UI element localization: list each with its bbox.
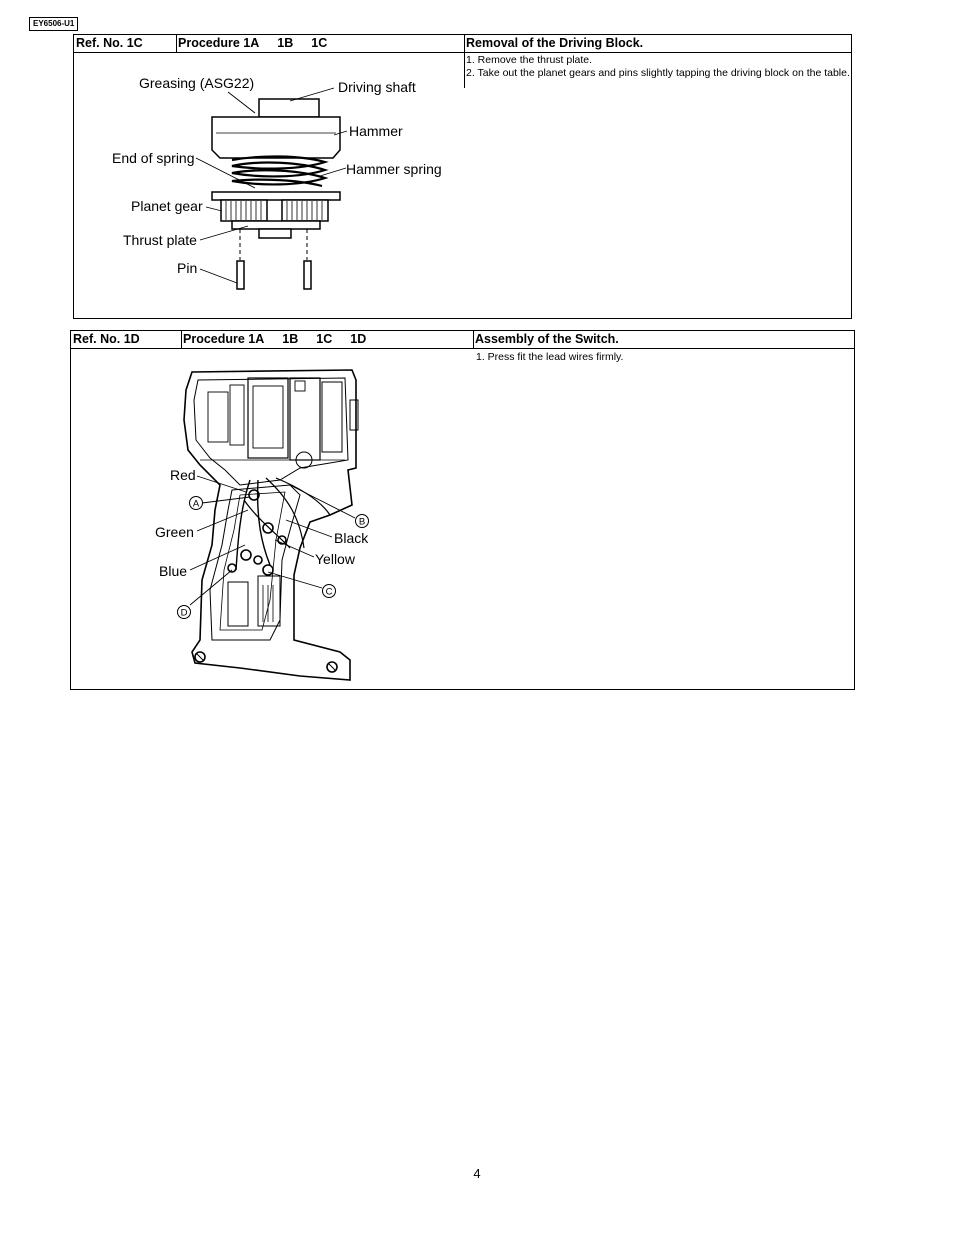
instructions-1d	[476, 351, 846, 364]
label-green: Green	[155, 524, 194, 540]
marker-b: B	[358, 516, 366, 528]
label-planet-gear: Planet gear	[131, 198, 203, 214]
marker-a: A	[192, 498, 200, 510]
label-hammer: Hammer	[349, 123, 403, 139]
switch-assembly-diagram	[140, 362, 380, 687]
instruction-1d-1: 1. Press fit the lead wires firmly.	[476, 351, 624, 363]
marker-c: C	[325, 586, 333, 598]
label-greasing: Greasing (ASG22)	[139, 75, 255, 91]
label-hammer-spring: Hammer spring	[346, 161, 442, 177]
instruction-1c-1: 1. Remove the thrust plate.	[466, 54, 593, 66]
label-red: Red	[170, 467, 196, 483]
instructions-1c	[466, 54, 850, 80]
ref-no-1d: Ref. No. 1D	[73, 332, 140, 346]
label-black: Black	[334, 530, 369, 546]
procedure-1d: Procedure 1A 1B 1C 1D	[183, 332, 367, 346]
ref-no-1c: Ref. No. 1C	[76, 36, 143, 50]
table-header-1c	[74, 35, 851, 53]
page-number: 4	[473, 1166, 481, 1181]
instruction-1c-2: 2. Take out the planet gears and pins slightly tapping the driving block on the table.	[466, 67, 850, 79]
driving-block-diagram	[100, 66, 460, 296]
procedure-1c: Procedure 1A 1B 1C	[178, 36, 328, 50]
label-pin: Pin	[177, 260, 198, 276]
label-blue: Blue	[159, 563, 188, 579]
model-tag: EY6506-U1	[29, 17, 78, 31]
label-driving-shaft: Driving shaft	[338, 79, 416, 95]
label-yellow: Yellow	[315, 551, 355, 567]
label-thrust-plate: Thrust plate	[123, 232, 197, 248]
title-1d: Assembly of the Switch.	[475, 332, 619, 346]
table-header-1d	[71, 331, 854, 349]
marker-d: D	[180, 607, 188, 619]
title-1c: Removal of the Driving Block.	[466, 36, 644, 50]
label-end-of-spring: End of spring	[112, 150, 195, 166]
